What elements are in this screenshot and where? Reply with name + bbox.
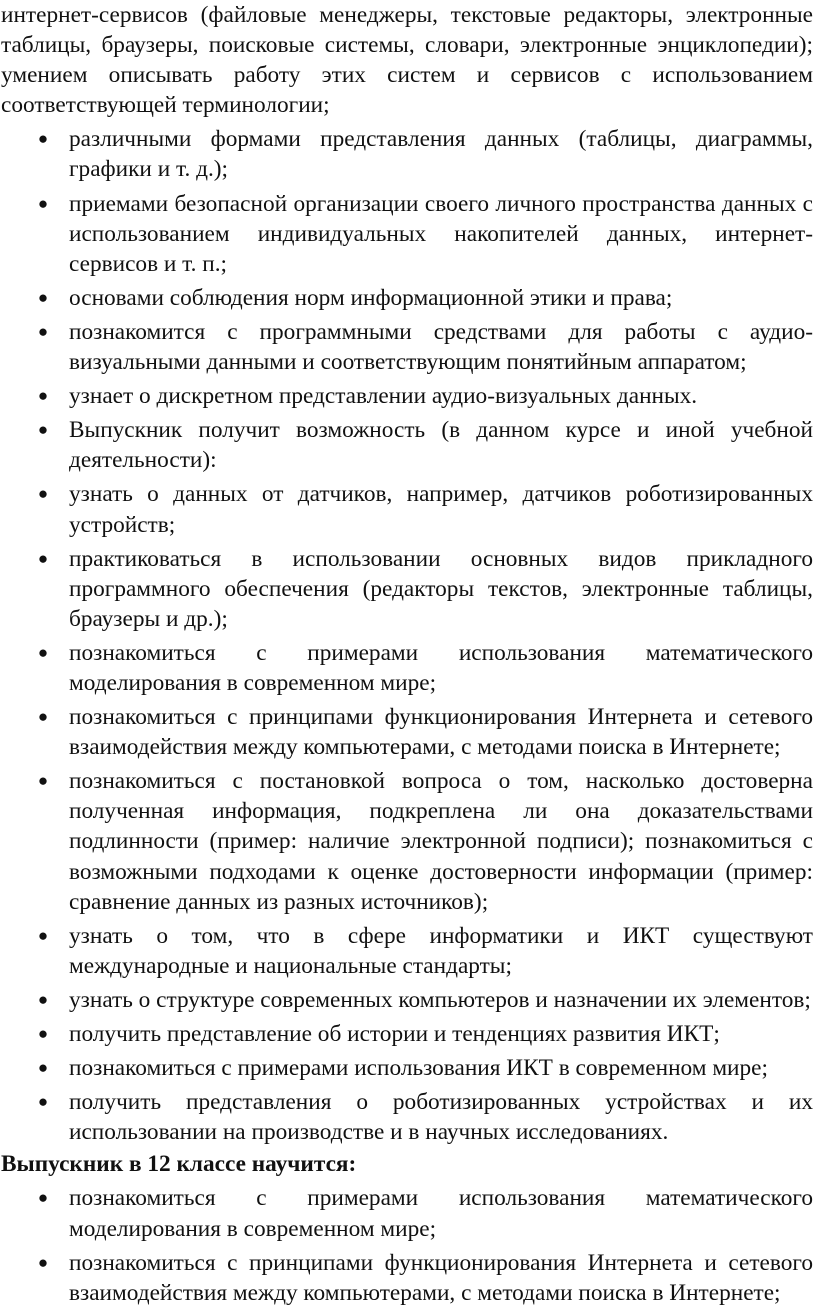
list-item-text: познакомиться с примерами использования математического моделирования в современном мире;: [69, 639, 813, 696]
list-item: [0, 1183, 814, 1243]
list-item: [0, 921, 814, 981]
bullet-icon: ●: [37, 707, 49, 727]
list-item: [0, 124, 814, 184]
list-item: [0, 544, 814, 634]
list-item-text: различными формами представления данных (таблицы, диаграммы, графики и т. д.);: [69, 126, 813, 183]
list-item-text: приемами безопасной организации своего личного пространства данных с использованием индивидуальных накопителей данных, интернет-сервисов и т. п.;: [69, 190, 813, 277]
bullet-icon: ●: [37, 1058, 49, 1078]
section-heading: Выпускник в 12 классе научится:: [1, 1151, 357, 1178]
list-item-text: получить представление об истории и тенденциях развития ИКТ;: [69, 1021, 720, 1047]
list-item-text: практиковаться в использовании основных видов прикладного программного обеспечения (редакторы текстов, электронные таблицы, браузеры и др.);: [69, 545, 813, 632]
list-item: [0, 1248, 814, 1308]
list-item: [0, 702, 814, 762]
bullet-icon: ●: [37, 642, 49, 662]
list-item: [0, 189, 814, 279]
list-item-text: познакомиться с принципами функционирования Интернета и сетевого взаимодействия между компьютерами, с методами поиска в Интернете;: [69, 1249, 813, 1306]
list-item: [0, 283, 814, 313]
list-item: [0, 1087, 814, 1147]
bullet-icon: ●: [37, 287, 49, 307]
list-item: [0, 1019, 814, 1049]
list-item: [0, 479, 814, 539]
bullet-icon: ●: [37, 925, 49, 945]
list-item-text: узнать о данных от датчиков, например, датчиков роботизированных устройств;: [69, 481, 813, 538]
list-item-text: основами соблюдения норм информационной этики и права;: [69, 284, 673, 311]
skills-list: [0, 124, 814, 1147]
bullet-icon: ●: [37, 1188, 49, 1208]
list-item-text: познакомится с программными средствами для работы с аудио-визуальными данными и соответствующим понятийным аппаратом;: [69, 318, 813, 376]
grade-12-list: [0, 1183, 814, 1307]
list-item-text: познакомиться с примерами использования ИКТ в современном мире;: [69, 1055, 768, 1082]
bullet-icon: ●: [37, 193, 49, 213]
list-item: [0, 317, 814, 377]
bullet-icon: ●: [37, 548, 49, 568]
bullet-icon: ●: [37, 129, 49, 149]
bullet-icon: ●: [37, 1024, 49, 1043]
bullet-icon: ●: [37, 771, 49, 791]
list-item-text: Выпускник получит возможность (в данном курсе и иной учебной деятельности):: [69, 417, 813, 474]
bullet-icon: ●: [37, 1252, 49, 1272]
list-item-text: познакомиться с постановкой вопроса о том, насколько достоверна полученная информация, подкреплена ли она доказательствами подлинности (пример: наличие электронной подписи); познакомиться с возможными подходами к оценке достоверности информации (пример: сравнение данных из разных источников);: [69, 768, 813, 915]
bullet-icon: ●: [37, 1092, 49, 1112]
bullet-icon: ●: [37, 321, 49, 341]
bullet-icon: ●: [37, 386, 49, 406]
list-item: [0, 381, 814, 411]
list-item: [0, 985, 814, 1015]
bullet-icon: ●: [37, 420, 49, 440]
list-item-text: узнает о дискретном представлении аудио-визуальных данных.: [69, 383, 698, 410]
list-item-text: узнать о том, что в сфере информатики и ИКТ существуют международные и национальные стандарты;: [69, 922, 813, 979]
list-item-text: познакомиться с примерами использования математического моделирования в современном мире;: [69, 1185, 813, 1242]
list-item-text: получить представления о роботизированных устройствах и их использовании на производстве и в научных исследованиях.: [69, 1089, 813, 1146]
bullet-icon: ●: [37, 484, 49, 504]
list-item: [0, 415, 814, 475]
list-item: [0, 766, 814, 916]
intro-paragraph: интернет-сервисов (файловые менеджеры, текстовые редакторы, электронные таблицы, браузеры, поисковые системы, словари, электронные энциклопедии); умением описывать работу этих систем и сервисов с использованием соответствующей терминологии;: [1, 2, 813, 119]
list-item-text: узнать о структуре современных компьютеров и назначении их элементов;: [69, 986, 811, 1013]
bullet-icon: ●: [37, 989, 49, 1009]
list-item: [0, 1053, 814, 1083]
list-item-text: познакомиться с принципами функционирования Интернета и сетевого взаимодействия между компьютерами, с методами поиска в Интернете;: [69, 704, 813, 761]
list-item: [0, 638, 814, 698]
